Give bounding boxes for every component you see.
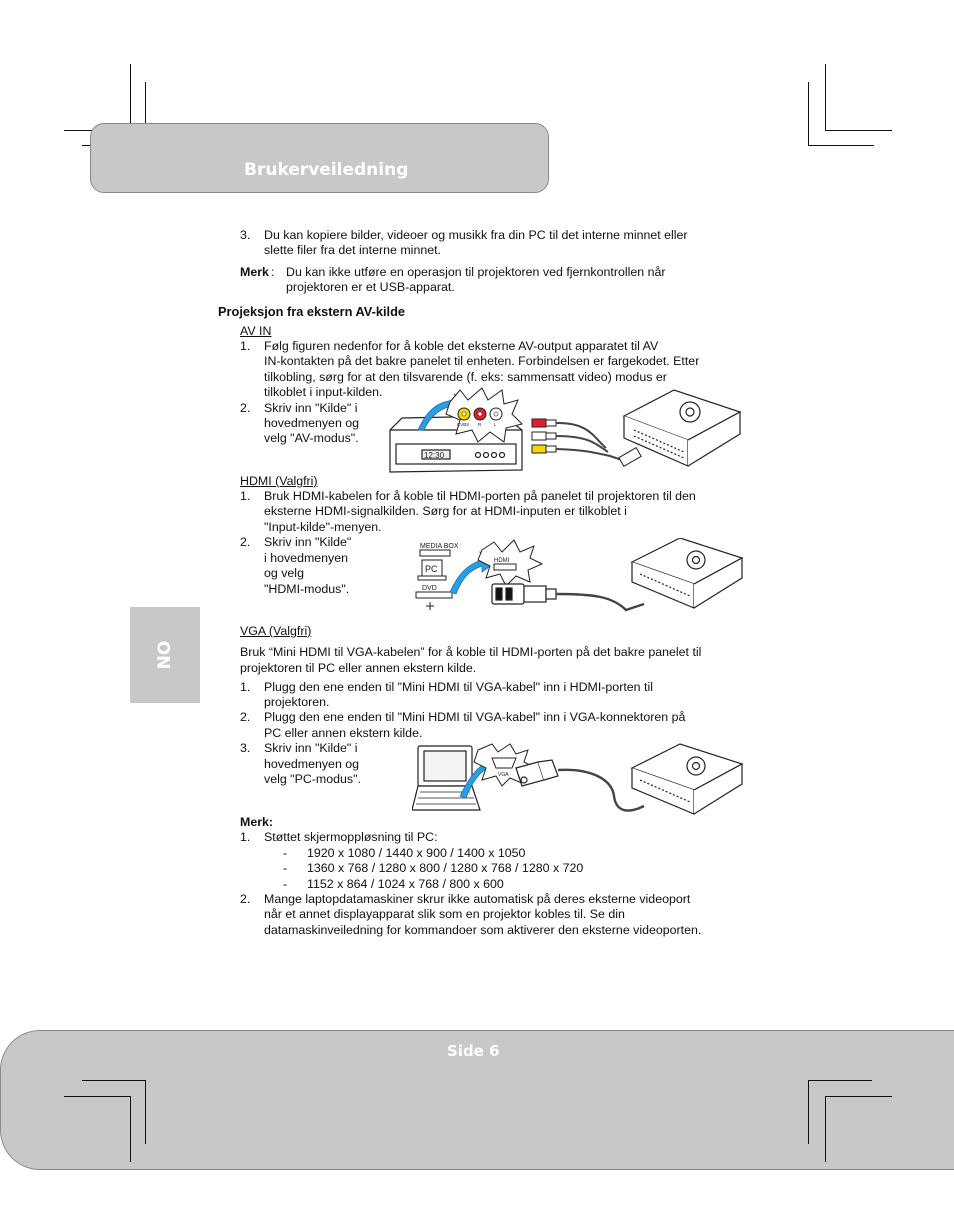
media-box-label: MEDIA BOX: [420, 543, 459, 550]
av-heading: AV IN: [240, 324, 272, 338]
hdmi-step1-line: "Input-kilde"-menyen.: [264, 520, 382, 534]
step-number: 1.: [240, 489, 251, 503]
av-cable: [556, 423, 622, 460]
vga-step2-line: Plugg den ene enden til "Mini HDMI til VGA-kabel" inn i VGA-konnektoren på: [264, 710, 686, 724]
crop-mark: [64, 1096, 130, 1097]
rca-plugs: [532, 419, 556, 453]
vga-step1-line: Plugg den ene enden til "Mini HDMI til VGA-kabel" inn i HDMI-porten til: [264, 680, 653, 694]
hdmi-step2-line: Skriv inn "Kilde": [264, 535, 352, 549]
step-number: 2.: [240, 892, 251, 906]
crop-mark: [130, 1096, 131, 1162]
resolution-line: 1920 x 1080 / 1440 x 900 / 1400 x 1050: [307, 846, 526, 860]
note2-step2-line: Mange laptopdatamaskiner skrur ikke automatisk på deres eksterne videoport: [264, 892, 691, 906]
resolution-dash: -: [283, 846, 288, 860]
item3-number: 3.: [240, 228, 251, 242]
r-label: R: [478, 422, 482, 427]
vga-intro-line: projektoren til PC eller annen ekstern kilde.: [240, 661, 477, 675]
vga-step2-line: PC eller annen ekstern kilde.: [264, 726, 423, 740]
page-header-title: Brukerveiledning: [244, 160, 409, 180]
step-number: 3.: [240, 741, 251, 755]
crop-mark: [82, 1080, 146, 1081]
note-line: projektoren er et USB-apparat.: [286, 280, 455, 294]
vga-port-icon: [492, 758, 516, 768]
note-label: Merk:: [240, 815, 274, 829]
vga-heading: VGA (Valgfri): [240, 624, 312, 638]
hdmi-connection-figure: [412, 538, 746, 618]
crop-mark: [145, 1080, 146, 1144]
note2-step2-line: når et annet displayapparat slik som en projektor kobles til. Se din: [264, 907, 625, 921]
crop-mark: [825, 1096, 892, 1097]
page-number: Side 6: [447, 1042, 500, 1060]
av-step1-line: IN-kontakten på det bakre panelet til enheten. Forbindelsen er fargekodet. Etter: [264, 354, 700, 368]
note-colon: :: [271, 265, 275, 279]
resolution-dash: -: [283, 877, 288, 891]
hdmi-plug: [492, 584, 556, 604]
hdmi-label: HDMI: [494, 558, 510, 564]
media-box-icon: [420, 550, 450, 556]
dvd-clock-display: 12:30: [424, 451, 445, 460]
item3-line: Du kan kopiere bilder, videoer og musikk fra din PC til det interne minnet eller: [264, 228, 688, 242]
projector-illustration: [632, 538, 742, 608]
av-connection-figure: [384, 386, 744, 476]
crop-mark: [808, 1080, 809, 1144]
crop-mark: [808, 145, 874, 146]
crop-mark: [808, 1080, 872, 1081]
hdmi-step2-line: og velg: [264, 566, 304, 580]
projector-illustration: [624, 390, 740, 466]
hdmi-port-icon: [494, 564, 516, 570]
section-title: Projeksjon fra ekstern AV-kilde: [218, 304, 406, 319]
hdmi-step2-line: i hovedmenyen: [264, 551, 349, 565]
av-step1-line: tilkobling, sørg for at den tilsvarende (f. eks: sammensatt video) modus er: [264, 370, 667, 384]
dvd-label: DVD: [422, 585, 437, 592]
vga-connection-figure: [412, 740, 746, 822]
cvbs-label: CVBS: [457, 422, 470, 427]
av-step2-line: Skriv inn "Kilde" i: [264, 401, 358, 415]
step-number: 1.: [240, 830, 251, 844]
note2-step1-text: Støttet skjermoppløsning til PC:: [264, 830, 438, 844]
vga-label: VGA: [498, 772, 509, 778]
resolution-line: 1152 x 864 / 1024 x 768 / 800 x 600: [307, 877, 504, 891]
step-number: 1.: [240, 339, 251, 353]
crop-mark: [808, 82, 809, 146]
step-number: 2.: [240, 401, 251, 415]
pc-label: PC: [425, 564, 438, 574]
hdmi-step1-line: eksterne HDMI-signalkilden. Sørg for at HDMI-inputen er tilkoblet i: [264, 504, 627, 518]
hdmi-heading: HDMI (Valgfri): [240, 474, 318, 488]
language-tab-label: NO: [155, 640, 175, 670]
l-label: L: [494, 422, 497, 427]
projector-illustration: [632, 744, 742, 814]
resolution-dash: -: [283, 861, 288, 875]
av-step1-line: Følg figuren nedenfor for å koble det eksterne AV-output apparatet til AV: [264, 339, 659, 353]
step-number: 2.: [240, 535, 251, 549]
hdmi-step2-line: "HDMI-modus".: [264, 582, 350, 596]
vga-step1-line: projektoren.: [264, 695, 330, 709]
av-step2-line: hovedmenyen og: [264, 416, 360, 430]
crop-mark: [825, 64, 826, 130]
header-band: [90, 123, 549, 193]
crop-mark: [825, 130, 892, 131]
av-step2-line: velg "AV-modus".: [264, 431, 359, 445]
vga-cable: [558, 770, 644, 811]
hdmi-starburst: [478, 540, 542, 586]
resolution-line: 1360 x 768 / 1280 x 800 / 1280 x 768 / 1280 x 720: [307, 861, 584, 875]
step-number: 2.: [240, 710, 251, 724]
vga-step3-line: Skriv inn "Kilde" i: [264, 741, 358, 755]
note-line: Du kan ikke utføre en operasjon til projektoren ved fjernkontrollen når: [286, 265, 666, 279]
av-step1-line: tilkoblet i input-kilden.: [264, 385, 383, 399]
vga-intro-line: Bruk “Mini HDMI til VGA-kabelen” for å koble til HDMI-porten på det bakre panelet til: [240, 645, 702, 659]
note-label: Merk: [240, 265, 269, 279]
hdmi-step1-line: Bruk HDMI-kabelen for å koble til HDMI-porten på panelet til projektoren til den: [264, 489, 696, 503]
item3-line: slette filer fra det interne minnet.: [264, 243, 441, 257]
av-plug: [619, 448, 641, 467]
dvd-icon: [416, 592, 452, 598]
note2-step2-line: datamaskinveiledning for kommandoer som aktiverer den eksterne videoporten.: [264, 923, 702, 937]
crop-mark: [825, 1096, 826, 1162]
step-number: 1.: [240, 680, 251, 694]
hdmi-cable: [556, 594, 644, 610]
laptop-illustration: [412, 746, 480, 810]
vga-step3-line: velg "PC-modus".: [264, 772, 361, 786]
vga-step3-line: hovedmenyen og: [264, 757, 360, 771]
